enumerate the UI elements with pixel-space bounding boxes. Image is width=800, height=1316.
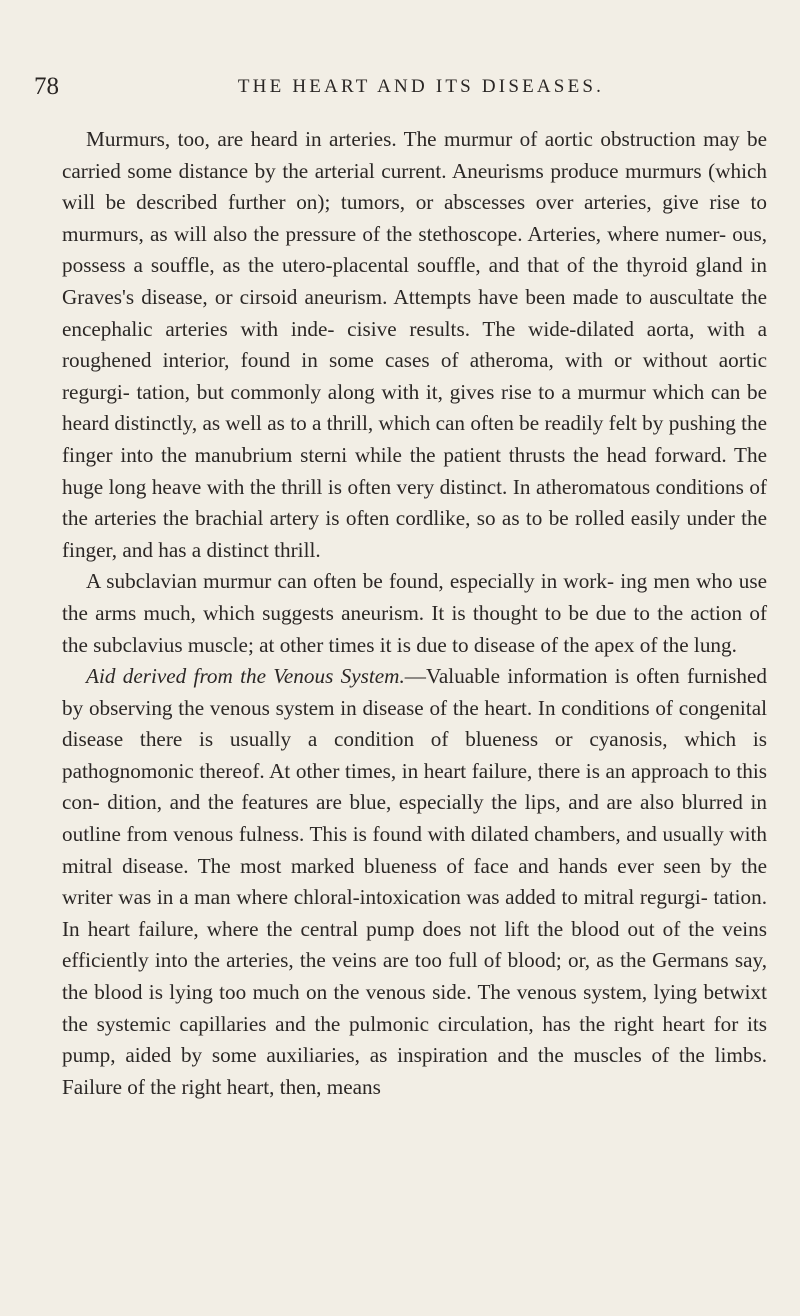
paragraph: A subclavian murmur can often be found, especially in work- ing men who use the arms much, which suggests aneurism. It is thought to be due to the action of the subclavius muscle; at other times it is due to disease of the apex of the lung. [62, 569, 767, 657]
body-text [62, 124, 767, 1103]
page-number: 78 [34, 73, 59, 100]
paragraph-text: —Valuable information is often furnished by observing the venous system in disease of the heart. In conditions of congenital disease there is usually a condition of blueness or cyanosis, which is pathognomonic thereof. At other times, in heart failure, there is an approach to this con- dition, and the features are blue, especially the lips, and are also blurred in outline from venous fulness. This is found with dilated chambers, and usually with mitral disease. The most marked blueness of face and hands ever seen by the writer was in a man where chloral-intoxication was added to mitral regurgi- tation. In heart failure, where the central pump does not lift the blood out of the veins efficiently into the arteries, the veins are too full of blood; or, as the Germans say, the blood is lying too much on the venous side. The venous system, lying betwixt the systemic capillaries and the pulmonic circulation, has the right heart for its pump, aided by some auxiliaries, as inspiration and the muscles of the limbs. Failure of the right heart, then, means [62, 664, 768, 1099]
page-header [34, 72, 774, 102]
section-heading: Aid derived from the Venous System. [86, 664, 405, 689]
paragraph [62, 661, 767, 1103]
running-head: THE HEART AND ITS DISEASES. [237, 76, 605, 97]
paragraph: Murmurs, too, are heard in arteries. The murmur of aortic obstruction may be carried some distance by the arterial current. Aneurisms produce murmurs (which will be described further on); tumors, or abscesses over arteries, give rise to murmurs, as will also the pressure of the stethoscope. Arteries, where numer- ous, possess a souffle, as the utero-placental souffle, and that of the thyroid gland in Graves's disease, or cirsoid aneurism. Attempts have been made to auscultate the encephalic arteries with inde- cisive results. The wide-dilated aorta, with a roughened interior, found in some cases of atheroma, with or without aortic regurgi- tation, but commonly along with it, gives rise to a murmur which can be heard distinctly, as well as to a thrill, which can often be readily felt by pushing the finger into the manubrium sterni while the patient thrusts the head forward. The huge long heave with the thrill is often very distinct. In atheromatous conditions of the arteries the brachial artery is often cordlike, so as to be rolled easily under the finger, and has a distinct thrill. [62, 127, 767, 562]
